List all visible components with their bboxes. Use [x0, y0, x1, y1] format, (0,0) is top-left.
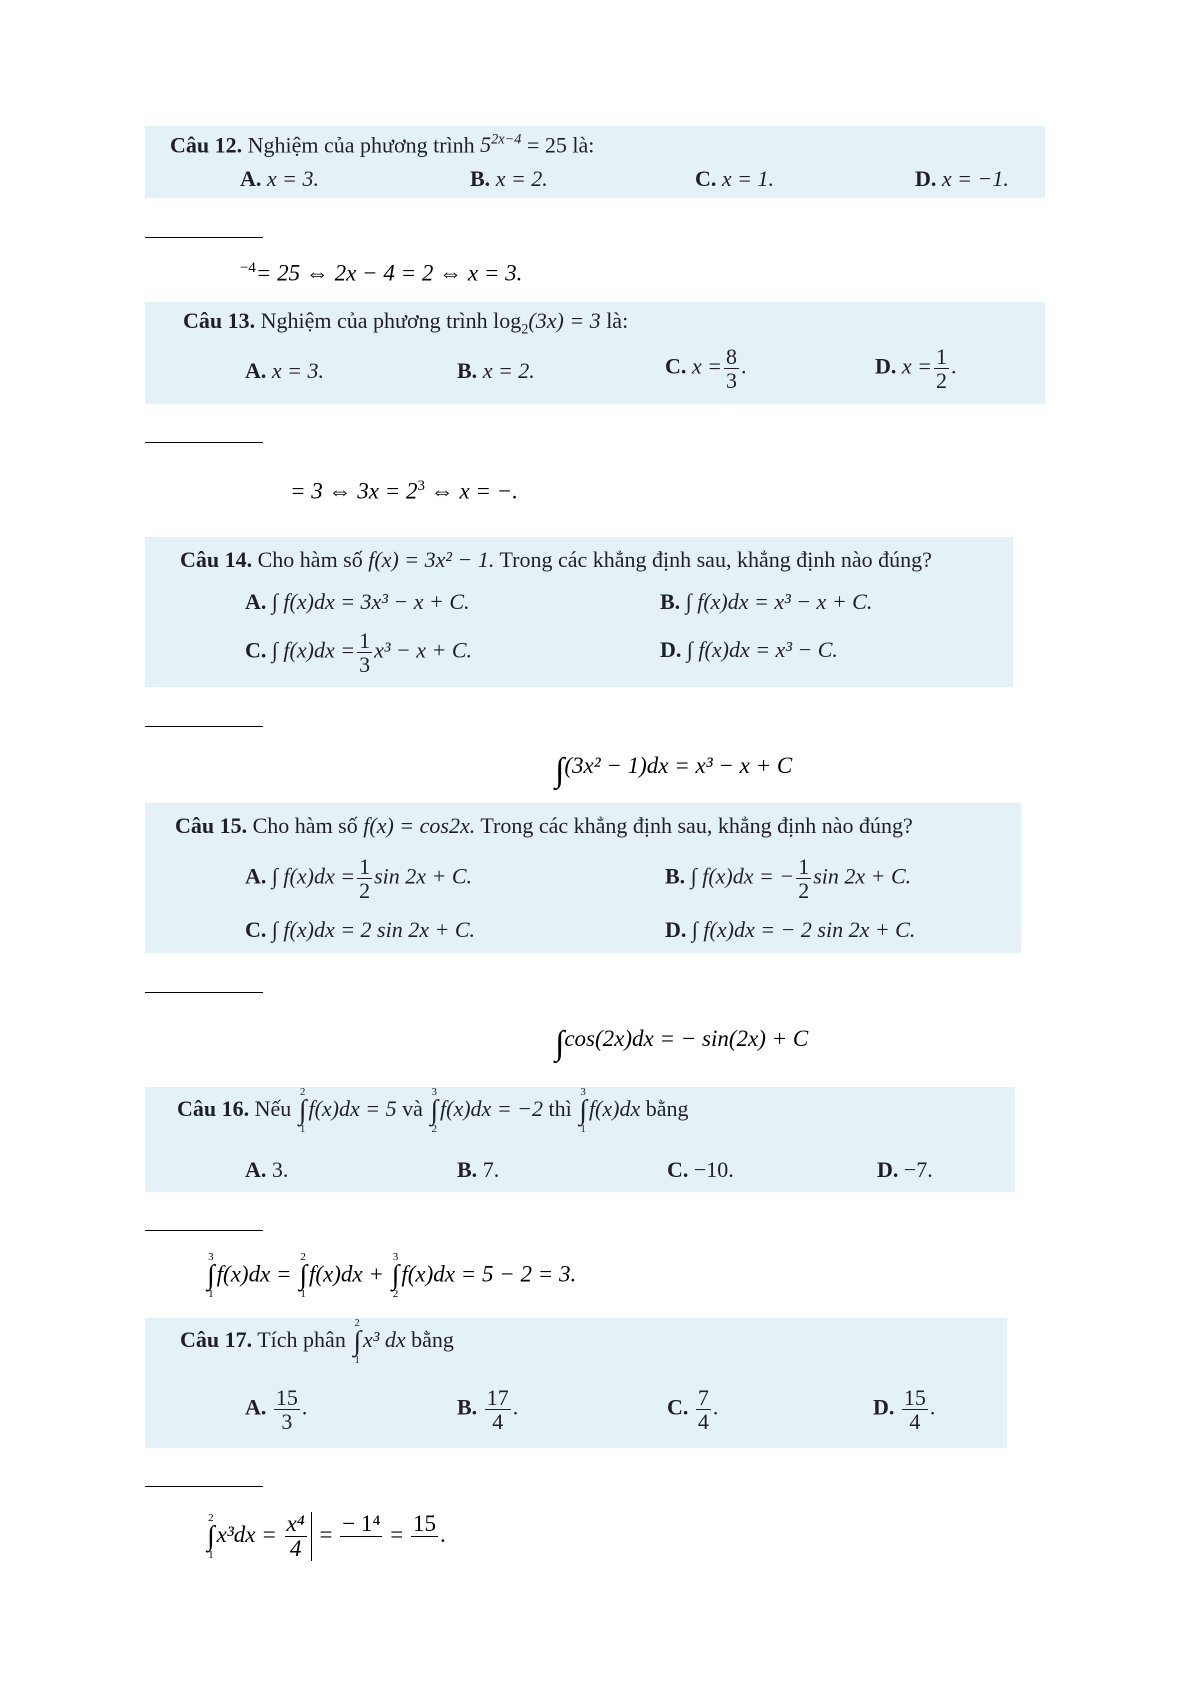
- solution-12: $^{-4}$= 25 ⇔ 2x − 4 = 2 ⇔ x = 3.: [240, 260, 523, 286]
- question-stem: Câu 13. Nghiệm của phương trình $\log_2(3x) = 3$ là:: [183, 308, 629, 338]
- option-b[interactable]: B. x = 2.: [457, 358, 535, 383]
- option-d[interactable]: D. $\frac{15}{4}$ .: [873, 1385, 936, 1435]
- solution-divider: [145, 442, 263, 443]
- solution-divider: [145, 1486, 263, 1487]
- option-d[interactable]: D. ∫ f(x)dx = x³ − C.: [660, 637, 838, 662]
- question-box-15: [145, 803, 1021, 953]
- option-d[interactable]: D. −7.: [877, 1157, 933, 1182]
- option-d[interactable]: D. x = −1.: [915, 166, 1009, 191]
- solution-divider: [145, 726, 263, 727]
- question-stem: Câu 14. Cho hàm số f(x) = 3x² − 1. Trong các khẳng định sau, khẳng định nào đúng?: [180, 547, 932, 572]
- option-d[interactable]: D. x = $\frac{1}{2}$ .: [875, 344, 957, 394]
- solution-15: ∫cos(2x)dx = − sin(2x) + C: [555, 1025, 809, 1062]
- question-label: Câu 12.: [170, 132, 243, 158]
- option-a[interactable]: A. 3.: [245, 1157, 289, 1182]
- option-c[interactable]: C. $\frac{7}{4}$ .: [667, 1385, 719, 1435]
- question-box-13: [145, 302, 1045, 404]
- option-c[interactable]: C. −10.: [667, 1157, 734, 1182]
- option-c[interactable]: C. x = 1.: [695, 166, 775, 191]
- option-d[interactable]: D. ∫ f(x)dx = − 2 sin 2x + C.: [665, 917, 916, 942]
- option-a[interactable]: A. x = 3.: [245, 358, 325, 383]
- solution-13: = 3 ⇔ $3x = 2^3$ ⇔ x = −.: [290, 478, 518, 504]
- option-b[interactable]: B. 7.: [457, 1157, 500, 1182]
- option-a[interactable]: A. $\frac{15}{3}$ .: [245, 1385, 308, 1435]
- solution-divider: [145, 1230, 263, 1231]
- question-stem: Câu 17. Tích phân 2 ∫ 1 x³ dx bằng: [180, 1317, 454, 1366]
- option-a[interactable]: A. ∫ f(x)dx = 3x³ − x + C.: [245, 589, 470, 614]
- solution-14: ∫(3x² − 1)dx = x³ − x + C: [555, 752, 793, 789]
- question-stem: Câu 16. Nếu 2 ∫ 1 f(x)dx = 5 và 3 ∫ 2 f(x)dx = −2 thì 3 ∫ 1 f(x)dx bằng: [177, 1086, 689, 1135]
- option-b[interactable]: B. ∫ f(x)dx = x³ − x + C.: [660, 589, 873, 614]
- option-c[interactable]: C. ∫ f(x)dx = 2 sin 2x + C.: [245, 917, 476, 942]
- option-c[interactable]: C. x = $\frac{8}{3}$ .: [665, 344, 747, 394]
- option-b[interactable]: B. x = 2.: [470, 166, 548, 191]
- option-b[interactable]: B. ∫ f(x)dx = − $\frac{1}{2}$ sin 2x + C.: [665, 854, 912, 904]
- question-box-14: [145, 537, 1013, 687]
- question-box-12: [145, 126, 1045, 198]
- solution-16: 3 ∫ 1 f(x)dx = 2 ∫ 1 f(x)dx + 3 ∫ 2 f(x)dx = 5 − 2 = 3.: [207, 1251, 577, 1300]
- option-c[interactable]: C. ∫ f(x)dx = $\frac{1}{3}$ x³ − x + C.: [245, 628, 473, 678]
- solution-divider: [145, 237, 263, 238]
- question-stem: Câu 12. Nghiệm của phương trình $5^{2x-4} = 25$ là:: [170, 132, 595, 158]
- option-b[interactable]: B. $\frac{17}{4}$ .: [457, 1385, 519, 1435]
- question-box-17: [145, 1318, 1007, 1448]
- question-box-16: [145, 1087, 1015, 1192]
- question-stem: Câu 15. Cho hàm số f(x) = cos2x. Trong các khẳng định sau, khẳng định nào đúng?: [175, 813, 913, 838]
- option-a[interactable]: A. x = 3.: [240, 166, 320, 191]
- solution-divider: [145, 992, 263, 993]
- solution-17: 2 ∫ 1 x³dx = $\frac{\text{x⁴}}{4}$ = − 1⁴ = 15 .: [207, 1511, 446, 1562]
- option-a[interactable]: A. ∫ f(x)dx = $\frac{1}{2}$ sin 2x + C.: [245, 854, 473, 904]
